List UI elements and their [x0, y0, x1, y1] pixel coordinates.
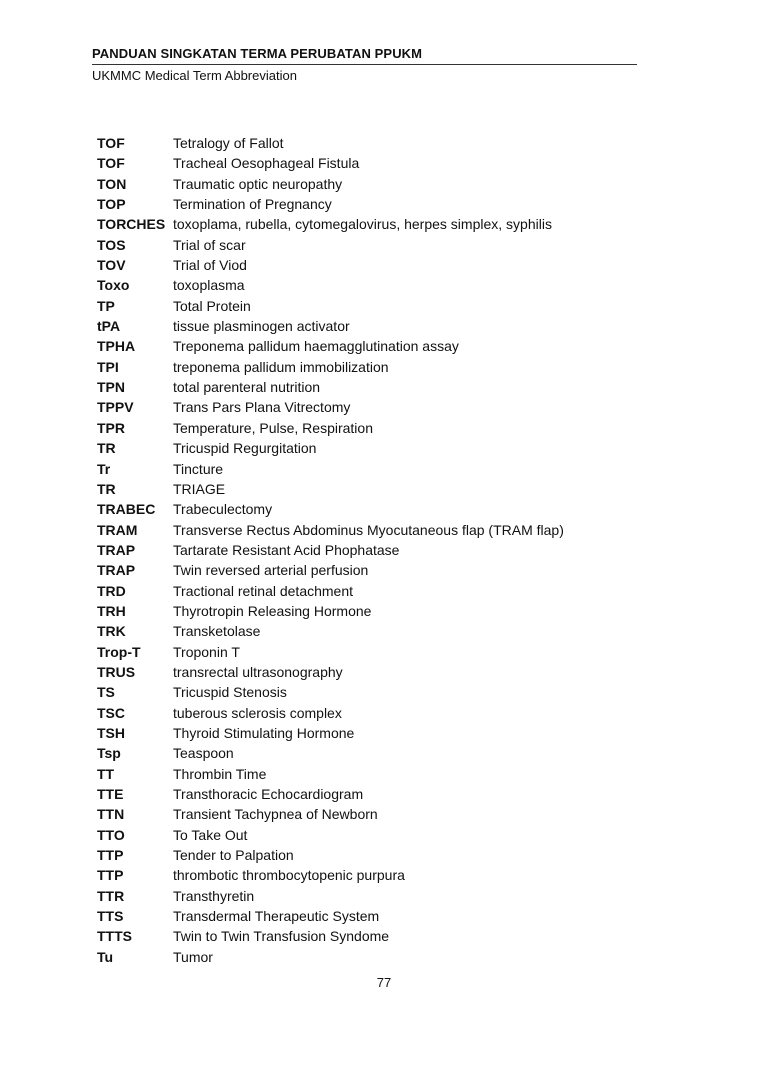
abbreviation-row: [97, 784, 564, 804]
abbreviation-term: TTTS: [97, 928, 132, 945]
abbreviation-term: TRAP: [97, 562, 136, 579]
abbreviation-definition: Trans Pars Plana Vitrectomy: [173, 399, 351, 416]
abbreviation-term: Tu: [97, 948, 114, 965]
abbreviation-term: TRUS: [97, 663, 136, 680]
abbreviation-definition: TRIAGE: [173, 480, 226, 497]
abbreviation-definition: thrombotic thrombocytopenic purpura: [173, 867, 405, 884]
abbreviation-term: TPPV: [97, 399, 134, 416]
abbreviation-term: TPHA: [97, 338, 136, 355]
abbreviation-definition: Tracheal Oesophageal Fistula: [173, 155, 360, 172]
abbreviation-term: TOV: [97, 257, 126, 274]
abbreviation-definition: Thyrotropin Releasing Hormone: [173, 602, 372, 619]
abbreviation-term: TTP: [97, 867, 124, 884]
abbreviation-definition: Thrombin Time: [173, 765, 267, 782]
abbreviation-definition: Treponema pallidum haemagglutination assay: [173, 338, 459, 355]
abbreviation-row: [97, 174, 564, 194]
abbreviation-row: [97, 397, 564, 417]
document-title: PANDUAN SINGKATAN TERMA PERUBATAN PPUKM: [92, 46, 423, 61]
abbreviation-definition: tuberous sclerosis complex: [173, 704, 342, 721]
abbreviation-definition: Tricuspid Stenosis: [173, 684, 287, 701]
abbreviation-term: Trop-T: [97, 643, 141, 660]
abbreviation-row: [97, 255, 564, 275]
abbreviation-row: [97, 499, 564, 519]
abbreviation-definition: toxoplasma: [173, 277, 245, 294]
abbreviation-definition: Trial of Viod: [173, 257, 247, 274]
abbreviation-definition: toxoplama, rubella, cytomegalovirus, herpes simplex, syphilis: [173, 216, 552, 233]
abbreviation-definition: Transient Tachypnea of Newborn: [173, 806, 378, 823]
abbreviation-term: TRABEC: [97, 501, 156, 518]
abbreviation-term: TPR: [97, 419, 125, 436]
abbreviation-row: [97, 642, 564, 662]
abbreviation-row: [97, 723, 564, 743]
abbreviation-row: [97, 377, 564, 397]
abbreviation-definition: Trial of scar: [173, 236, 246, 253]
abbreviation-term: TSC: [97, 704, 125, 721]
abbreviation-term: TRD: [97, 582, 126, 599]
abbreviation-term: Tsp: [97, 745, 121, 762]
abbreviation-row: [97, 235, 564, 255]
abbreviation-row: [97, 357, 564, 377]
abbreviation-row: [97, 459, 564, 479]
abbreviation-definition: Tumor: [173, 948, 213, 965]
abbreviation-term: TTR: [97, 887, 125, 904]
abbreviation-term: tPA: [97, 318, 121, 335]
abbreviation-row: [97, 560, 564, 580]
abbreviation-definition: Trabeculectomy: [173, 501, 273, 518]
abbreviation-term: TPN: [97, 379, 125, 396]
abbreviation-term: TON: [97, 175, 127, 192]
document-subtitle: UKMMC Medical Term Abbreviation: [92, 68, 297, 83]
abbreviation-row: [97, 438, 564, 458]
abbreviation-row: [97, 804, 564, 824]
abbreviation-definition: Twin to Twin Transfusion Syndome: [173, 928, 390, 945]
abbreviation-term: TTP: [97, 847, 124, 864]
abbreviation-definition: Termination of Pregnancy: [173, 196, 332, 213]
abbreviation-term: Tr: [97, 460, 111, 477]
abbreviation-term: TRH: [97, 602, 126, 619]
abbreviation-term: TRK: [97, 623, 126, 640]
abbreviation-term: TS: [97, 684, 115, 701]
abbreviation-term: TRAM: [97, 521, 138, 538]
abbreviation-term: TTE: [97, 786, 124, 802]
abbreviation-definition: tissue plasminogen activator: [173, 318, 350, 335]
abbreviation-term: TR: [97, 480, 116, 497]
abbreviation-row: [97, 520, 564, 540]
abbreviation-term: TPI: [97, 358, 119, 375]
abbreviation-definition: Transdermal Therapeutic System: [173, 908, 380, 925]
abbreviation-term: TTS: [97, 908, 124, 925]
abbreviation-definition: Twin reversed arterial perfusion: [173, 562, 369, 579]
abbreviation-term: TRAP: [97, 541, 136, 558]
abbreviation-term: TTN: [97, 806, 125, 823]
abbreviation-row: [97, 906, 564, 926]
abbreviation-row: [97, 662, 564, 682]
abbreviation-row: [97, 194, 564, 214]
abbreviation-row: [97, 703, 564, 723]
abbreviation-row: [97, 926, 564, 946]
abbreviation-term: Toxo: [97, 277, 130, 294]
abbreviation-definition: Tractional retinal detachment: [173, 582, 354, 599]
abbreviation-row: [97, 336, 564, 356]
abbreviation-row: [97, 825, 564, 845]
abbreviation-definition: Total Protein: [173, 297, 251, 314]
abbreviation-definition: transrectal ultrasonography: [173, 663, 343, 680]
abbreviation-row: [97, 133, 564, 153]
abbreviation-definition: Teaspoon: [173, 745, 234, 762]
abbreviation-row: [97, 153, 564, 173]
abbreviation-definition: Transketolase: [173, 623, 261, 640]
abbreviation-row: [97, 764, 564, 784]
abbreviation-definition: Temperature, Pulse, Respiration: [173, 419, 373, 436]
abbreviation-definition: total parenteral nutrition: [173, 379, 321, 396]
abbreviation-row: [97, 581, 564, 601]
abbreviation-definition: To Take Out: [173, 826, 248, 843]
abbreviation-term: TR: [97, 440, 116, 457]
abbreviation-row: [97, 275, 564, 295]
abbreviation-term: TOF: [97, 135, 125, 151]
abbreviation-definition: Tricuspid Regurgitation: [173, 440, 317, 457]
abbreviation-row: [97, 418, 564, 438]
abbreviation-definition: Tetralogy of Fallot: [173, 135, 284, 151]
abbreviation-row: [97, 743, 564, 763]
abbreviation-definition: Thyroid Stimulating Hormone: [173, 724, 355, 741]
abbreviation-definition: Transthyretin: [173, 887, 255, 904]
abbreviation-definition: Troponin T: [173, 643, 240, 660]
abbreviation-row: [97, 316, 564, 336]
header-divider: [92, 64, 637, 65]
abbreviation-term: TOP: [97, 196, 126, 213]
abbreviation-row: [97, 540, 564, 560]
abbreviation-row: [97, 947, 564, 967]
abbreviation-term: TSH: [97, 724, 125, 741]
abbreviation-definition: Tartarate Resistant Acid Phophatase: [173, 541, 400, 558]
abbreviation-definition: treponema pallidum immobilization: [173, 358, 389, 375]
abbreviation-definition: Transthoracic Echocardiogram: [173, 786, 364, 802]
abbreviation-definition: Transverse Rectus Abdominus Myocutaneous flap (TRAM flap): [173, 521, 564, 538]
abbreviation-definition: Traumatic optic neuropathy: [173, 175, 343, 192]
abbreviation-row: [97, 214, 564, 234]
abbreviation-term: TP: [97, 297, 115, 314]
abbreviation-definition: Tincture: [173, 460, 224, 477]
abbreviation-term: TOS: [97, 236, 126, 253]
abbreviation-term: TOF: [97, 155, 125, 172]
abbreviation-list: [97, 133, 564, 967]
abbreviation-row: [97, 886, 564, 906]
abbreviation-row: [97, 296, 564, 316]
abbreviation-definition: Tender to Palpation: [173, 847, 294, 864]
abbreviation-row: [97, 682, 564, 702]
abbreviation-row: [97, 601, 564, 621]
abbreviation-row: [97, 845, 564, 865]
abbreviation-row: [97, 865, 564, 885]
abbreviation-row: [97, 621, 564, 641]
abbreviation-term: TTO: [97, 826, 125, 843]
abbreviation-row: [97, 479, 564, 499]
page-number: 77: [376, 975, 392, 990]
abbreviation-term: TORCHES: [97, 216, 166, 233]
abbreviation-term: TT: [97, 765, 115, 782]
